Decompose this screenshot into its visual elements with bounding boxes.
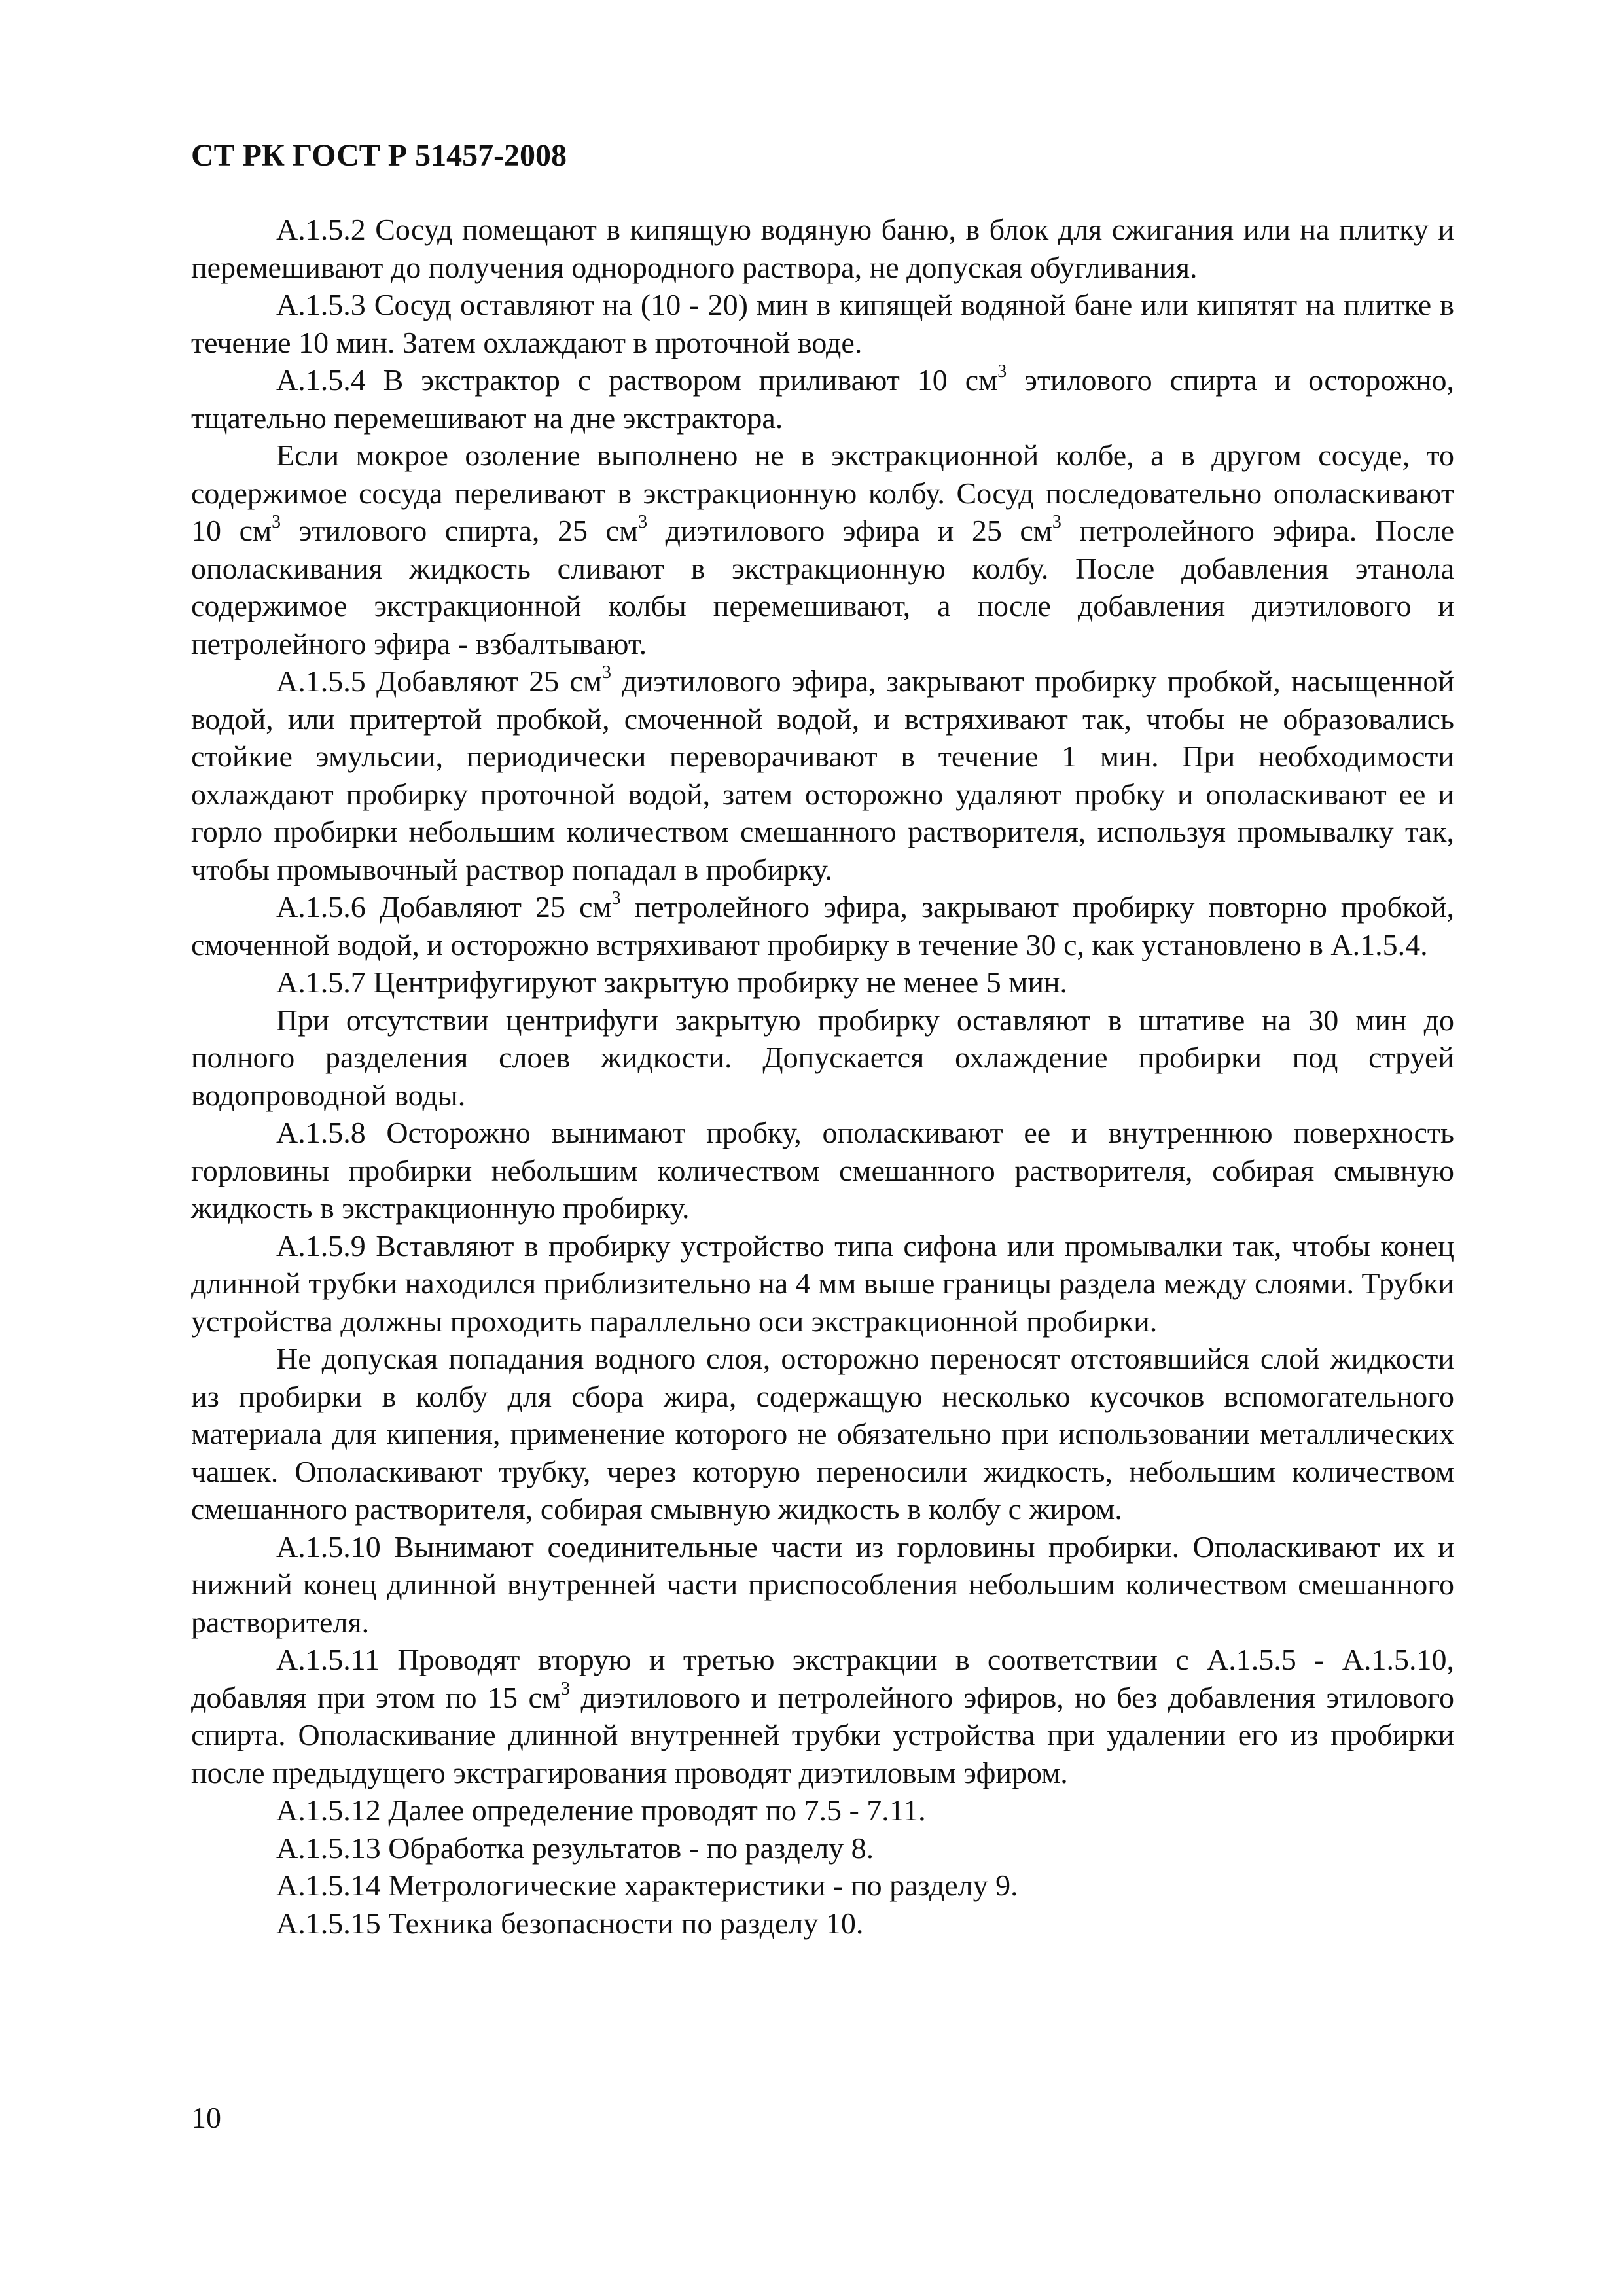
paragraph-text: Если мокрое озоление выполнено не в экстракционной колбе, а в другом сосуде, то содержимое сосуда переливают в экстракционную колбу. Сосуд последовательно ополаскивают 10 см bbox=[191, 439, 1454, 547]
paragraph-text: А.1.5.3 Сосуд оставляют на (10 - 20) мин в кипящей водяной бане или кипятят на плитке в течение 10 мин. Затем охлаждают в проточной воде. bbox=[191, 288, 1454, 359]
paragraph-text: диэтилового и петролейного эфиров, но без добавления этилового спирта. Ополаскивание длинной внутренней трубки устройства при удалении его из пробирки после предыдущего экстрагирования проводят диэтиловым эфиром. bbox=[191, 1680, 1454, 1789]
paragraph-text: этилового спирта и осторожно, тщательно перемешивают на дне экстрактора. bbox=[191, 363, 1454, 435]
paragraph-text: А.1.5.8 Осторожно вынимают пробку, ополаскивают ее и внутреннюю поверхность горловины пробирки небольшим количеством смешанного растворителя, собирая смывную жидкость в экстракционную пробирку. bbox=[191, 1116, 1454, 1225]
paragraph-text: А.1.5.7 Центрифугируют закрытую пробирку не менее 5 мин. bbox=[276, 965, 1068, 999]
paragraph-text: А.1.5.5 Добавляют 25 см bbox=[276, 664, 602, 698]
paragraph-text: А.1.5.10 Вынимают соединительные части из горловины пробирки. Ополаскивают их и нижний конец длинной внутренней части приспособления небольшим количеством смешанного растворителя. bbox=[191, 1530, 1454, 1639]
superscript: 3 bbox=[561, 1678, 570, 1699]
paragraph-text: А.1.5.15 Техника безопасности по разделу 10. bbox=[276, 1906, 864, 1940]
paragraph-p-1-5-8 bbox=[191, 1114, 1454, 1227]
paragraph-text: А.1.5.2 Сосуд помещают в кипящую водяную баню, в блок для сжигания или на плитку и перемешивают до получения однородного раствора, не допуская обугливания. bbox=[191, 213, 1454, 284]
paragraph-p-1-5-3 bbox=[191, 286, 1454, 361]
paragraph-p-1-5-5 bbox=[191, 662, 1454, 888]
document-body bbox=[191, 211, 1454, 1942]
paragraph-text: диэтилового эфира и 25 см bbox=[647, 514, 1052, 547]
paragraph-p-1-5-2 bbox=[191, 211, 1454, 286]
paragraph-p-1-5-12 bbox=[191, 1791, 1454, 1829]
paragraph-p-1-5-13 bbox=[191, 1829, 1454, 1867]
paragraph-p-transfer bbox=[191, 1340, 1454, 1528]
page-number: 10 bbox=[191, 2101, 221, 2134]
superscript: 3 bbox=[638, 512, 648, 532]
paragraph-p-1-5-11 bbox=[191, 1641, 1454, 1791]
paragraph-text: А.1.5.11 Проводят вторую и третью экстракции в соответствии с А.1.5.5 - А.1.5.10, добавляя при этом по 15 см bbox=[191, 1643, 1454, 1714]
paragraph-p-1-5-9 bbox=[191, 1227, 1454, 1340]
superscript: 3 bbox=[1052, 512, 1061, 532]
paragraph-text: этилового спирта, 25 см bbox=[281, 514, 639, 547]
paragraph-p-1-5-4 bbox=[191, 361, 1454, 437]
paragraph-p-wet-ashing bbox=[191, 437, 1454, 662]
paragraph-p-1-5-7 bbox=[191, 963, 1454, 1001]
paragraph-text: А.1.5.14 Метрологические характеристики - по разделу 9. bbox=[276, 1869, 1018, 1902]
superscript: 3 bbox=[997, 361, 1007, 382]
superscript: 3 bbox=[611, 888, 621, 908]
paragraph-text: А.1.5.4 В экстрактор с раствором приливают 10 см bbox=[276, 363, 998, 397]
document-header: СТ РК ГОСТ Р 51457-2008 bbox=[191, 138, 567, 173]
paragraph-p-1-5-15 bbox=[191, 1905, 1454, 1943]
paragraph-p-no-centrifuge bbox=[191, 1001, 1454, 1115]
superscript: 3 bbox=[272, 512, 281, 532]
paragraph-text: А.1.5.9 Вставляют в пробирку устройство типа сифона или промывалки так, чтобы конец длинной трубки находился приблизительно на 4 мм выше границы раздела между слоями. Трубки устройства должны проходить параллельно оси экстракционной пробирки. bbox=[191, 1229, 1454, 1338]
paragraph-text: петролейного эфира. После ополаскивания жидкость сливают в экстракционную колбу. После добавления этанола содержимое экстракционной колбы перемешивают, а после добавления диэтилового и петролейного эфира - взбалтывают. bbox=[191, 514, 1455, 660]
paragraph-text: При отсутствии центрифуги закрытую пробирку оставляют в штативе на 30 мин до полного разделения слоев жидкости. Допускается охлаждение пробирки под струей водопроводной воды. bbox=[191, 1003, 1454, 1112]
paragraph-text: А.1.5.6 Добавляют 25 см bbox=[276, 890, 612, 924]
superscript: 3 bbox=[601, 662, 611, 683]
paragraph-p-1-5-6 bbox=[191, 888, 1454, 963]
paragraph-text: Не допуская попадания водного слоя, осторожно переносят отстоявшийся слой жидкости из пробирки в колбу для сбора жира, содержащую несколько кусочков вспомогательного материала для кипения, применение которого не обязательно при использовании металлических чашек. Ополаскивают трубку, через которую переносили жидкость, небольшим количеством смешанного растворителя, собирая смывную жидкость в колбу с жиром. bbox=[191, 1342, 1454, 1526]
paragraph-p-1-5-10 bbox=[191, 1528, 1454, 1641]
paragraph-text: А.1.5.13 Обработка результатов - по разделу 8. bbox=[276, 1831, 874, 1865]
paragraph-text: петролейного эфира, закрывают пробирку повторно пробкой, смоченной водой, и осторожно встряхивают пробирку в течение 30 с, как установлено в А.1.5.4. bbox=[191, 890, 1454, 961]
paragraph-text: диэтилового эфира, закрывают пробирку пробкой, насыщенной водой, или притертой пробкой, смоченной водой, и встряхивают так, чтобы не образовались стойкие эмульсии, периодически переворачивают в течение 1 мин. При необходимости охлаждают пробирку проточной водой, затем осторожно удаляют пробку и ополаскивают ее и горло пробирки небольшим количеством смешанного растворителя, используя промывалку так, чтобы промывочный раствор попадал в пробирку. bbox=[191, 664, 1454, 886]
paragraph-p-1-5-14 bbox=[191, 1867, 1454, 1905]
paragraph-text: А.1.5.12 Далее определение проводят по 7.5 - 7.11. bbox=[276, 1793, 926, 1827]
